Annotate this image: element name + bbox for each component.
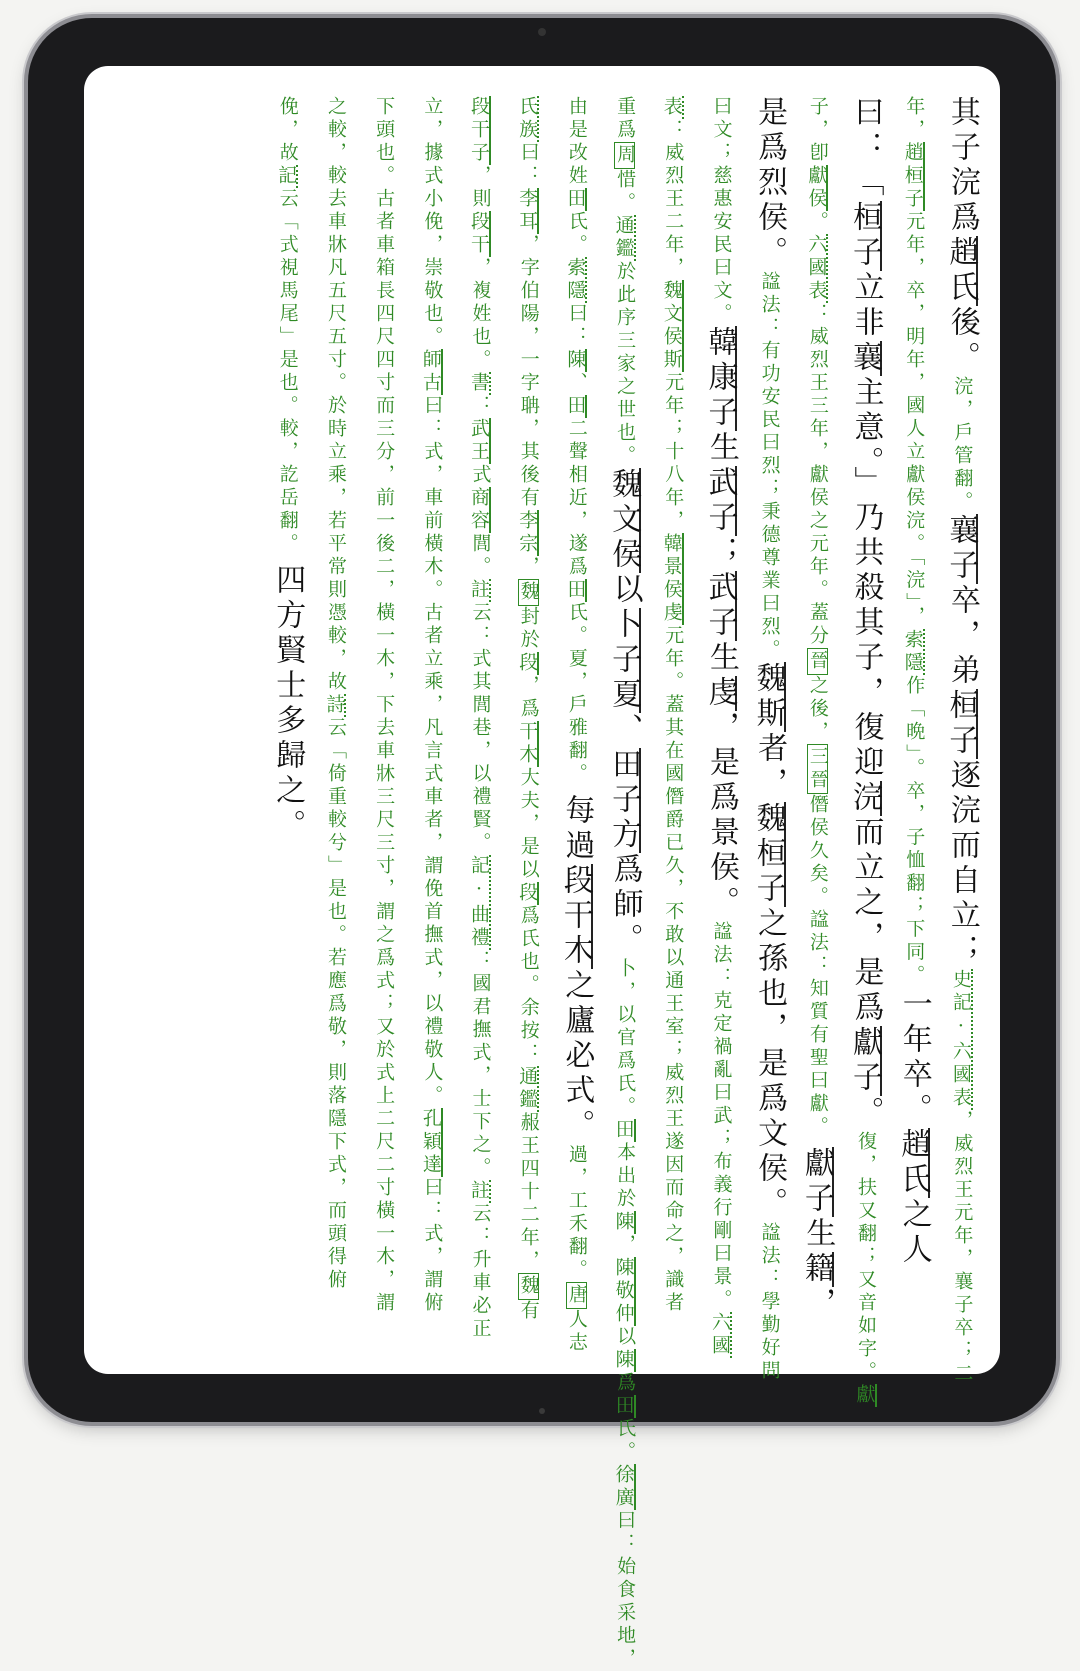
- main-text: 其子浣爲: [944, 96, 980, 236]
- annotation-text: 閭。: [469, 533, 492, 579]
- annotation-text: 爲: [614, 1372, 637, 1395]
- main-text: ，是爲景侯。: [703, 711, 739, 921]
- annotation-text: 於此序三家之世也。: [614, 261, 637, 468]
- annotation-text: 之較，較去車牀凡五尺五寸。於時立乘，若平常則憑較，故: [324, 96, 347, 694]
- proper-name-note: 孔穎達: [419, 1108, 442, 1177]
- proper-name-note: 徐廣: [612, 1464, 635, 1510]
- proper-name-note: 李耳: [516, 188, 539, 234]
- book-title-note: 書: [468, 372, 491, 395]
- annotation-text: ：威烈王二年，: [662, 119, 685, 280]
- annotation-text: 云：式其閭巷，以禮賢。: [469, 602, 492, 855]
- main-text: 是爲烈侯。: [752, 96, 788, 271]
- annotation-text: 封於: [517, 606, 540, 652]
- annotation-text: 氏。: [565, 211, 588, 257]
- proper-name-main: 浣: [847, 781, 883, 816]
- proper-name-note: 段干: [468, 211, 491, 257]
- book-title-note: 六國: [708, 1312, 731, 1358]
- annotation-text: 二聲相近，遂爲: [565, 418, 588, 579]
- annotation-text: 、: [565, 372, 588, 395]
- proper-name-main: 襄子: [943, 514, 979, 584]
- book-title-note: 註: [468, 579, 491, 602]
- annotation-text: 年，: [903, 96, 926, 142]
- main-text: 立非: [848, 271, 884, 341]
- proper-name-main: 田子方: [606, 748, 642, 853]
- main-text: 者，: [752, 732, 788, 802]
- annotation-text: 諡法：有功安民曰烈；秉德尊業曰烈。: [758, 271, 781, 662]
- book-title-note: 氏族: [516, 96, 539, 142]
- annotation-text: ：: [469, 395, 492, 418]
- state-name-boxed: 唐: [565, 1284, 588, 1307]
- proper-name-note: 陳: [612, 1349, 635, 1372]
- main-text: 生: [703, 431, 739, 466]
- annotation-text: ，字伯陽，一字聃，其後有: [517, 234, 540, 510]
- annotation-text: 本出於: [614, 1142, 637, 1211]
- proper-name-note: 陳: [564, 349, 587, 372]
- annotation-text: 之後，: [806, 675, 829, 744]
- proper-name-main: 獻子: [847, 1026, 883, 1096]
- proper-name-note: 田: [612, 1119, 635, 1142]
- proper-name-note: 獻: [853, 1384, 876, 1407]
- state-name-boxed: 周: [614, 144, 637, 167]
- annotation-text: 云：升車必正: [469, 1203, 492, 1341]
- annotation-text: 曰：始食采地，: [614, 1510, 637, 1671]
- proper-name-note: 田: [564, 579, 587, 602]
- annotation-text: 惜。: [614, 169, 637, 215]
- annotation-text: 復，扶又翻；又音如字。: [855, 1131, 878, 1384]
- annotation-text: 僭侯久矣。諡法：知質有聖曰獻。: [806, 794, 829, 1139]
- annotation-text: 俛，故: [276, 96, 299, 165]
- reader-screen[interactable]: [84, 66, 1000, 1671]
- main-text: 爲師。: [607, 853, 643, 958]
- annotation-text: 式: [469, 464, 492, 487]
- annotation-text: 曰：式，車前橫木。古者立乘，凡言式車者，謂俛首撫式，以禮敬人。: [421, 395, 444, 1108]
- annotation-text: ，則: [469, 165, 492, 211]
- proper-name-main: 魏斯: [750, 662, 786, 732]
- main-text: 而立之，是爲: [848, 816, 884, 1026]
- proper-name-note: 武王: [468, 418, 491, 464]
- annotation-text: 元年。蓋其在國僭爵已久，不敢以通王室；威烈王遂因而命之，識者: [662, 625, 685, 1315]
- text-column: [697, 96, 745, 1356]
- book-title-note: 通鑑: [612, 215, 635, 261]
- proper-name-note: 田: [612, 1395, 635, 1418]
- annotation-text: 氏。: [614, 1418, 637, 1464]
- main-text: 生: [800, 1217, 836, 1252]
- proper-name-main: 武子: [702, 466, 738, 536]
- annotation-text: ：威烈王三年，獻侯之元年。蓋分: [806, 303, 829, 648]
- text-column: [841, 96, 889, 1407]
- proper-name-note: 段: [516, 882, 539, 905]
- annotation-text: 元年；十八年，: [662, 372, 685, 533]
- text-column: [504, 96, 552, 1356]
- annotation-text: 諡法：學勤好問: [758, 1222, 781, 1383]
- proper-name-note: 趙桓子: [901, 142, 924, 211]
- proper-name-note: 商容: [468, 487, 491, 533]
- main-text: 一年卒。: [896, 987, 932, 1128]
- proper-name-note: 干木: [516, 721, 539, 767]
- proper-name-note: 田: [564, 395, 587, 418]
- main-text: 之廬必式。: [559, 969, 595, 1144]
- annotation-text: 子，卽: [806, 96, 829, 165]
- annotation-text: 。: [806, 211, 829, 234]
- book-title-note: 索隱: [564, 257, 587, 303]
- book-title-note: 註: [468, 1180, 491, 1203]
- main-text: 之孫也，是爲文侯。: [752, 907, 788, 1222]
- book-title-note: 六國表: [805, 234, 828, 303]
- main-text: 之人: [896, 1197, 932, 1268]
- main-text: 後。: [944, 306, 980, 376]
- proper-name-main: 趙氏: [943, 236, 979, 306]
- proper-name-note: 師古: [419, 349, 442, 395]
- text-column: [890, 96, 938, 1356]
- main-text: 、: [607, 713, 643, 748]
- text-column: [263, 96, 311, 1356]
- proper-name-note: 李宗: [516, 510, 539, 556]
- proper-name-note: 段干子: [468, 96, 491, 165]
- annotation-text: 立，據式小俛，崇敬也。: [421, 96, 444, 349]
- annotation-text: 由是改姓: [565, 96, 588, 188]
- proper-name-note: 魏文侯斯: [660, 280, 683, 372]
- proper-name-main: 獻子: [798, 1147, 834, 1217]
- text-column: [601, 96, 649, 1671]
- annotation-text: ，威烈王元年，襄子卒；二: [951, 1110, 974, 1386]
- annotation-text: 曰文；慈惠安民曰文。: [710, 96, 733, 326]
- main-text: 主意。」乃共殺其子，復迎: [848, 376, 884, 781]
- annotation-text: 氏。夏，戶雅翻。: [565, 602, 588, 786]
- state-name-boxed: 三晉: [806, 746, 829, 792]
- main-text: 四方賢士多歸之。: [270, 564, 306, 844]
- proper-name-main: 虔: [702, 676, 738, 711]
- text-column: [456, 96, 504, 1356]
- annotation-text: ，複姓也。: [469, 257, 492, 372]
- state-name-boxed: 魏: [517, 581, 540, 604]
- main-text: ；: [703, 536, 739, 571]
- annotation-text: 下頭也。古者車箱長四尺四寸而三分，前一後二，橫一木，下去車牀三尺三寸，謂之爲式；又於式上二尺二寸橫一木，謂: [373, 96, 396, 1315]
- annotation-text: 有: [517, 1300, 540, 1323]
- main-text: 。: [848, 1096, 884, 1131]
- proper-name-main: 籍: [798, 1252, 834, 1287]
- annotation-text: 爲氏也。余按：: [517, 905, 540, 1066]
- book-title-note: 表: [660, 96, 683, 119]
- main-text: 曰：: [848, 96, 884, 166]
- state-name-boxed: 晉: [806, 650, 829, 673]
- text-columns: [84, 96, 1000, 1671]
- annotation-text: 人志: [565, 1309, 588, 1355]
- proper-name-note: 段: [516, 652, 539, 675]
- annotation-text: ，爲: [517, 675, 540, 721]
- front-camera: [538, 28, 546, 36]
- text-column: [649, 96, 697, 1356]
- proper-name-main: 韓康子: [702, 326, 738, 431]
- proper-name-note: 田: [564, 188, 587, 211]
- tablet-device: [28, 18, 1056, 1671]
- proper-name-main: 魏桓子: [750, 802, 786, 907]
- proper-name-main: 趙氏: [895, 1127, 931, 1198]
- annotation-text: 浣，戶管翻。: [951, 376, 974, 514]
- annotation-text: 曰：: [517, 142, 540, 188]
- text-column: [408, 96, 456, 1356]
- main-text: 以: [607, 573, 643, 608]
- main-text: 生: [703, 641, 739, 676]
- proper-name-main: 段干木: [557, 864, 593, 969]
- annotation-text: 重爲: [614, 96, 637, 142]
- annotation-text: 云「式視馬尾」是也。較，訖岳翻。: [276, 188, 299, 556]
- annotation-text: 以: [614, 1326, 637, 1349]
- book-title-note: 索隱: [901, 629, 924, 675]
- book-title-note: 詩: [323, 694, 346, 717]
- annotation-text: 云「倚重較兮」是也。若應爲敬，則落隱下式，而頭得俯: [324, 717, 347, 1292]
- proper-name-main: 卜子夏: [606, 608, 642, 713]
- text-column: [793, 96, 841, 1356]
- proper-name-main: 魏文侯: [606, 468, 642, 573]
- main-text: 逐浣而自立；: [944, 759, 980, 969]
- text-column: [745, 96, 793, 1383]
- annotation-text: 曰：: [565, 303, 588, 349]
- book-title-note: 史記·六國表: [949, 969, 972, 1110]
- proper-name-main: 武子: [702, 571, 738, 641]
- home-indicator: [539, 1408, 545, 1414]
- proper-name-main: 桓子: [847, 201, 883, 271]
- proper-name-note: 獻侯: [805, 165, 828, 211]
- main-text: 每過: [559, 794, 595, 864]
- text-column: [552, 96, 600, 1356]
- main-text: 卒，弟: [944, 584, 980, 689]
- proper-name-main: 襄: [847, 341, 883, 376]
- book-title-note: 記·曲禮: [468, 855, 491, 950]
- annotation-text: 曰：式，謂俯: [421, 1177, 444, 1315]
- annotation-text: 元年，卒，明年，國人立獻侯浣。「浣」，: [903, 211, 926, 629]
- text-column: [311, 96, 359, 1356]
- annotation-text: ，: [614, 1234, 637, 1257]
- proper-name-note: 陳: [612, 1211, 635, 1234]
- annotation-text: 卜，以官爲氏。: [614, 958, 637, 1119]
- state-name-boxed: 魏: [517, 1275, 540, 1298]
- proper-name-note: 韓景侯虔: [660, 533, 683, 625]
- annotation-text: 大夫，是以: [517, 767, 540, 882]
- text-column: [938, 96, 986, 1386]
- book-title-note: 通鑑: [516, 1066, 539, 1112]
- text-column: [360, 96, 408, 1356]
- proper-name-note: 陳敬仲: [612, 1257, 635, 1326]
- annotation-text: ，: [517, 556, 540, 579]
- annotation-text: 過，工禾翻。: [565, 1144, 588, 1282]
- main-text: 「: [848, 166, 884, 201]
- book-title-note: 記: [275, 165, 298, 188]
- proper-name-main: 桓子: [943, 689, 979, 759]
- main-text: ，: [800, 1287, 836, 1322]
- annotation-text: ：國君撫式，士下之。: [469, 950, 492, 1180]
- annotation-text: 諡法：克定禍亂曰武；布義行剛曰景。: [710, 921, 733, 1312]
- annotation-text: 作「晩」。卒，子恤翻；下同。: [903, 675, 926, 988]
- annotation-text: 赧王四十二年，: [517, 1112, 540, 1273]
